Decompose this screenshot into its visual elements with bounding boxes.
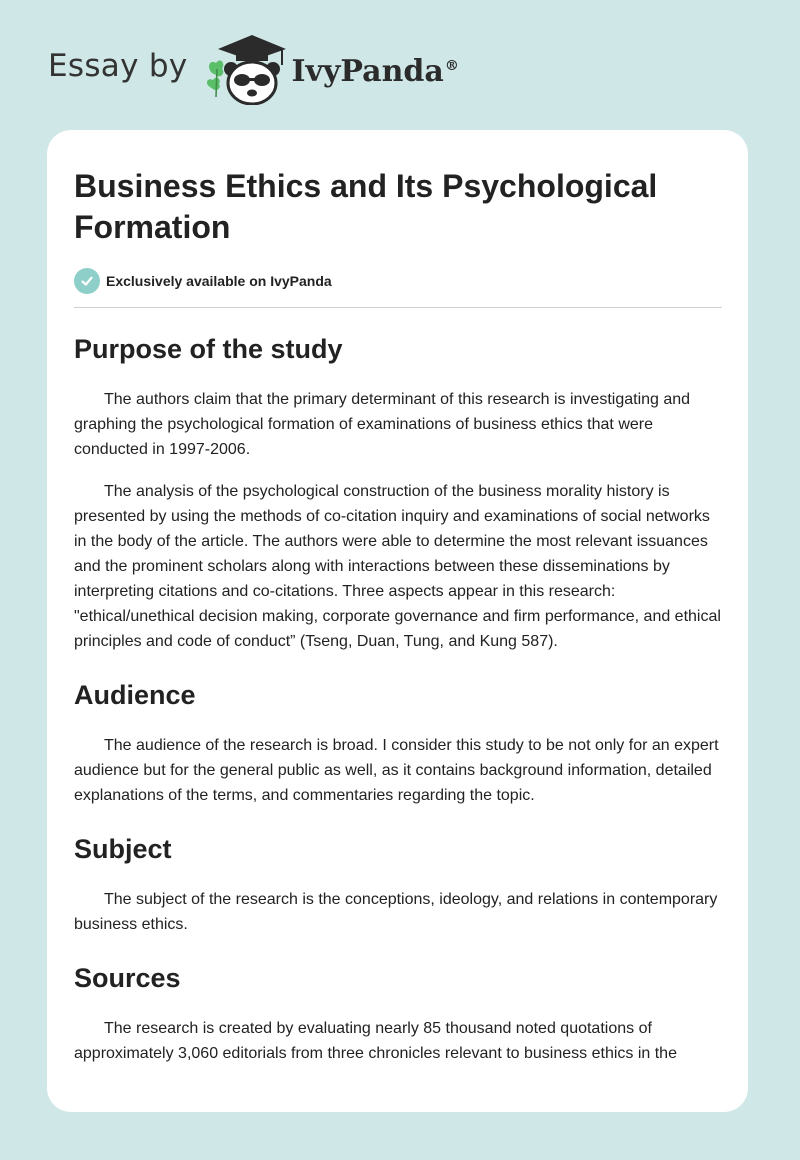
paragraph: The subject of the research is the conceptions, ideology, and relations in contemporary business ethics.: [74, 891, 718, 933]
divider: [74, 307, 722, 308]
paragraph: The research is created by evaluating nearly 85 thousand noted quotations of approximately 3,060 editorials from three chronicles relevant to business ethics in the: [74, 1020, 677, 1062]
brand-name-text: IvyPanda: [291, 53, 444, 89]
panda-logo-icon: [202, 33, 288, 110]
paragraph: The analysis of the psychological construction of the business morality history is presented by using the methods of co-citation inquiry and examinations of social networks in the body of the article. The authors were able to determine the most relevant issuances and the prominent scholars along with interactions between these disseminations by interpreting citations and co-citations. Three aspects appear in this research: "ethical/unethical decision making, corporate governance and firm performance, and ethical principles and code of conduct” (Tseng, Duan, Tung, and Kung 587).: [74, 483, 721, 650]
ivy-leaf-icon: [207, 60, 223, 96]
brand-name: [292, 54, 459, 89]
section-heading-sources: Sources: [74, 963, 181, 993]
exclusive-label: Exclusively available on IvyPanda: [106, 273, 332, 289]
brand-prefix: Essay by: [48, 48, 188, 84]
paragraph: The audience of the research is broad. I consider this study to be not only for an expert audience but for the general public as well, as it contains background information, detailed explanations of the terms, and commentaries regarding the topic.: [74, 737, 719, 804]
exclusive-badge: [74, 268, 722, 294]
section-heading-subject: Subject: [74, 834, 172, 864]
check-icon: [74, 268, 100, 294]
registered-mark: ®: [444, 57, 459, 74]
article-card: [47, 130, 748, 1112]
brand-header[interactable]: [48, 30, 459, 110]
section-heading-audience: Audience: [74, 680, 196, 710]
paragraph: The authors claim that the primary determinant of this research is investigating and graphing the psychological formation of examinations of business ethics that were conducted in 1997-2006.: [74, 391, 691, 458]
page-title: Business Ethics and Its Psychological Formation: [74, 168, 658, 245]
section-heading-purpose: Purpose of the study: [74, 334, 343, 364]
